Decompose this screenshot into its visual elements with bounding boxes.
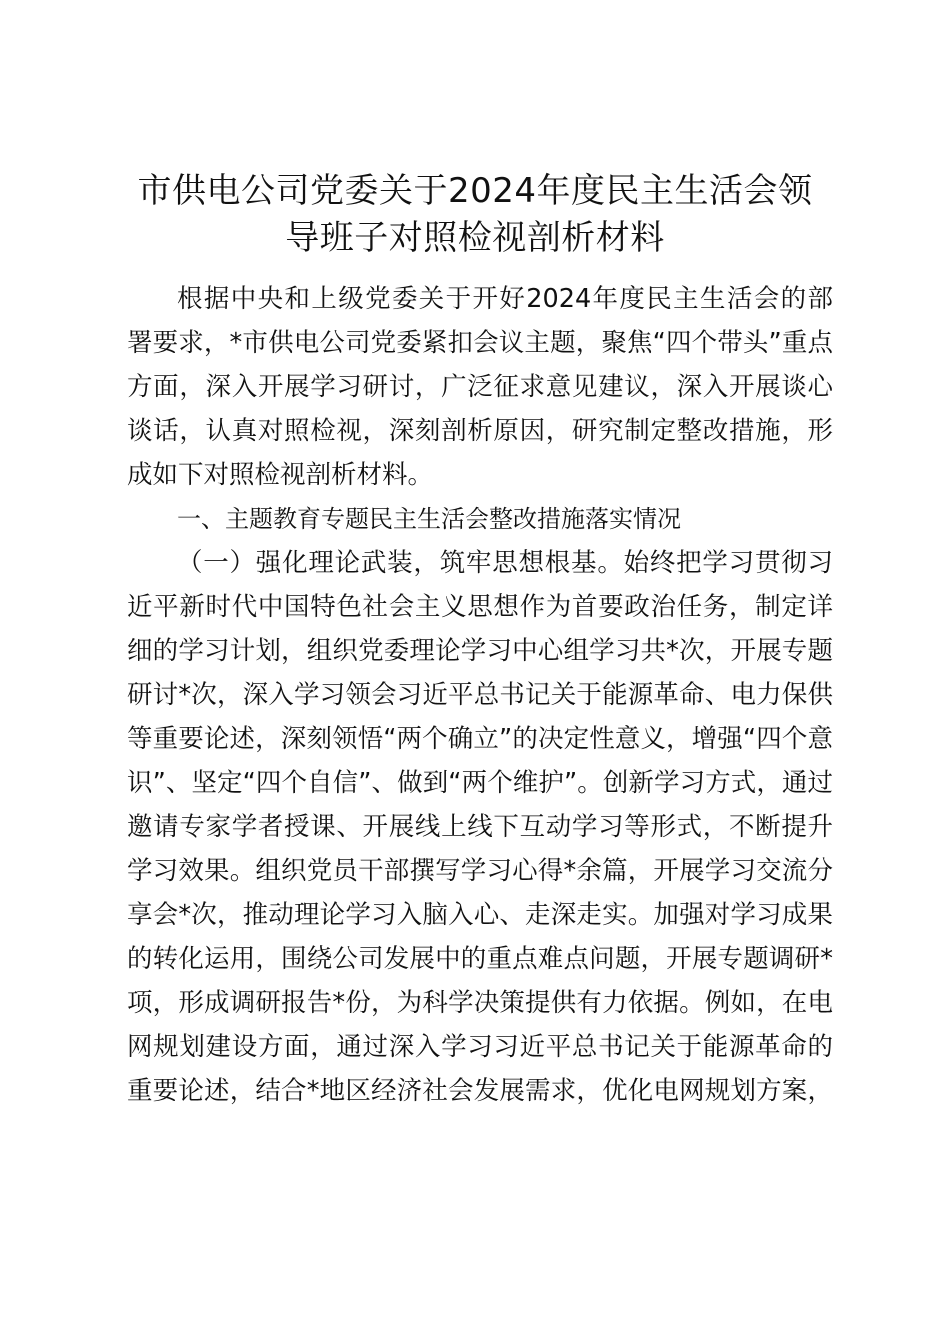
paragraph-line: 研讨*次，深入学习领会习近平总书记关于能源革命、电力保供 (127, 680, 833, 710)
paragraph-line: 学习效果。组织党员干部撰写学习心得*余篇，开展学习交流分 (127, 856, 833, 886)
paragraph-line: （一）强化理论武装，筑牢思想根基。始终把学习贯彻习 (177, 548, 833, 578)
paragraph-line: 细的学习计划，组织党委理论学习中心组学习共*次，开展专题 (127, 636, 833, 666)
paragraph-line: 根据中央和上级党委关于开好2024年度民主生活会的部 (177, 284, 833, 314)
paragraph-line: 近平新时代中国特色社会主义思想作为首要政治任务，制定详 (127, 592, 833, 622)
document-title (110, 168, 840, 262)
document-body (127, 282, 833, 1118)
paragraph-line: 等重要论述，深刻领悟“两个确立”的决定性意义，增强“四个意 (127, 724, 833, 754)
paragraph-line: 网规划建设方面，通过深入学习习近平总书记关于能源革命的 (127, 1032, 833, 1062)
paragraph-line: 方面，深入开展学习研讨，广泛征求意见建议，深入开展谈心 (127, 372, 833, 402)
paragraph-line: 成如下对照检视剖析材料。 (127, 460, 434, 490)
title-line: 市供电公司党委关于2024年度民主生活会领 (137, 171, 813, 211)
title-line: 导班子对照检视剖析材料 (285, 218, 665, 258)
paragraph-line: 识”、坚定“四个自信”、做到“两个维护”。创新学习方式，通过 (127, 768, 833, 798)
paragraph-line: 享会*次，推动理论学习入脑入心、走深走实。加强对学习成果 (127, 900, 833, 930)
paragraph-line: 项，形成调研报告*份，为科学决策提供有力依据。例如，在电 (127, 988, 833, 1018)
subsection-paragraph (127, 546, 833, 1118)
paragraph-line: 署要求，*市供电公司党委紧扣会议主题，聚焦“四个带头”重点 (127, 328, 833, 358)
paragraph-line: 邀请专家学者授课、开展线上线下互动学习等形式，不断提升 (127, 812, 833, 842)
section-heading: 一、主题教育专题民主生活会整改措施落实情况 (177, 505, 681, 533)
paragraph-line: 重要论述，结合*地区经济社会发展需求，优化电网规划方案， (127, 1076, 833, 1106)
paragraph-line: 的转化运用，围绕公司发展中的重点难点问题，开展专题调研* (127, 944, 833, 974)
intro-paragraph (127, 282, 833, 502)
paragraph-line: 谈话，认真对照检视，深刻剖析原因，研究制定整改措施，形 (127, 416, 833, 446)
